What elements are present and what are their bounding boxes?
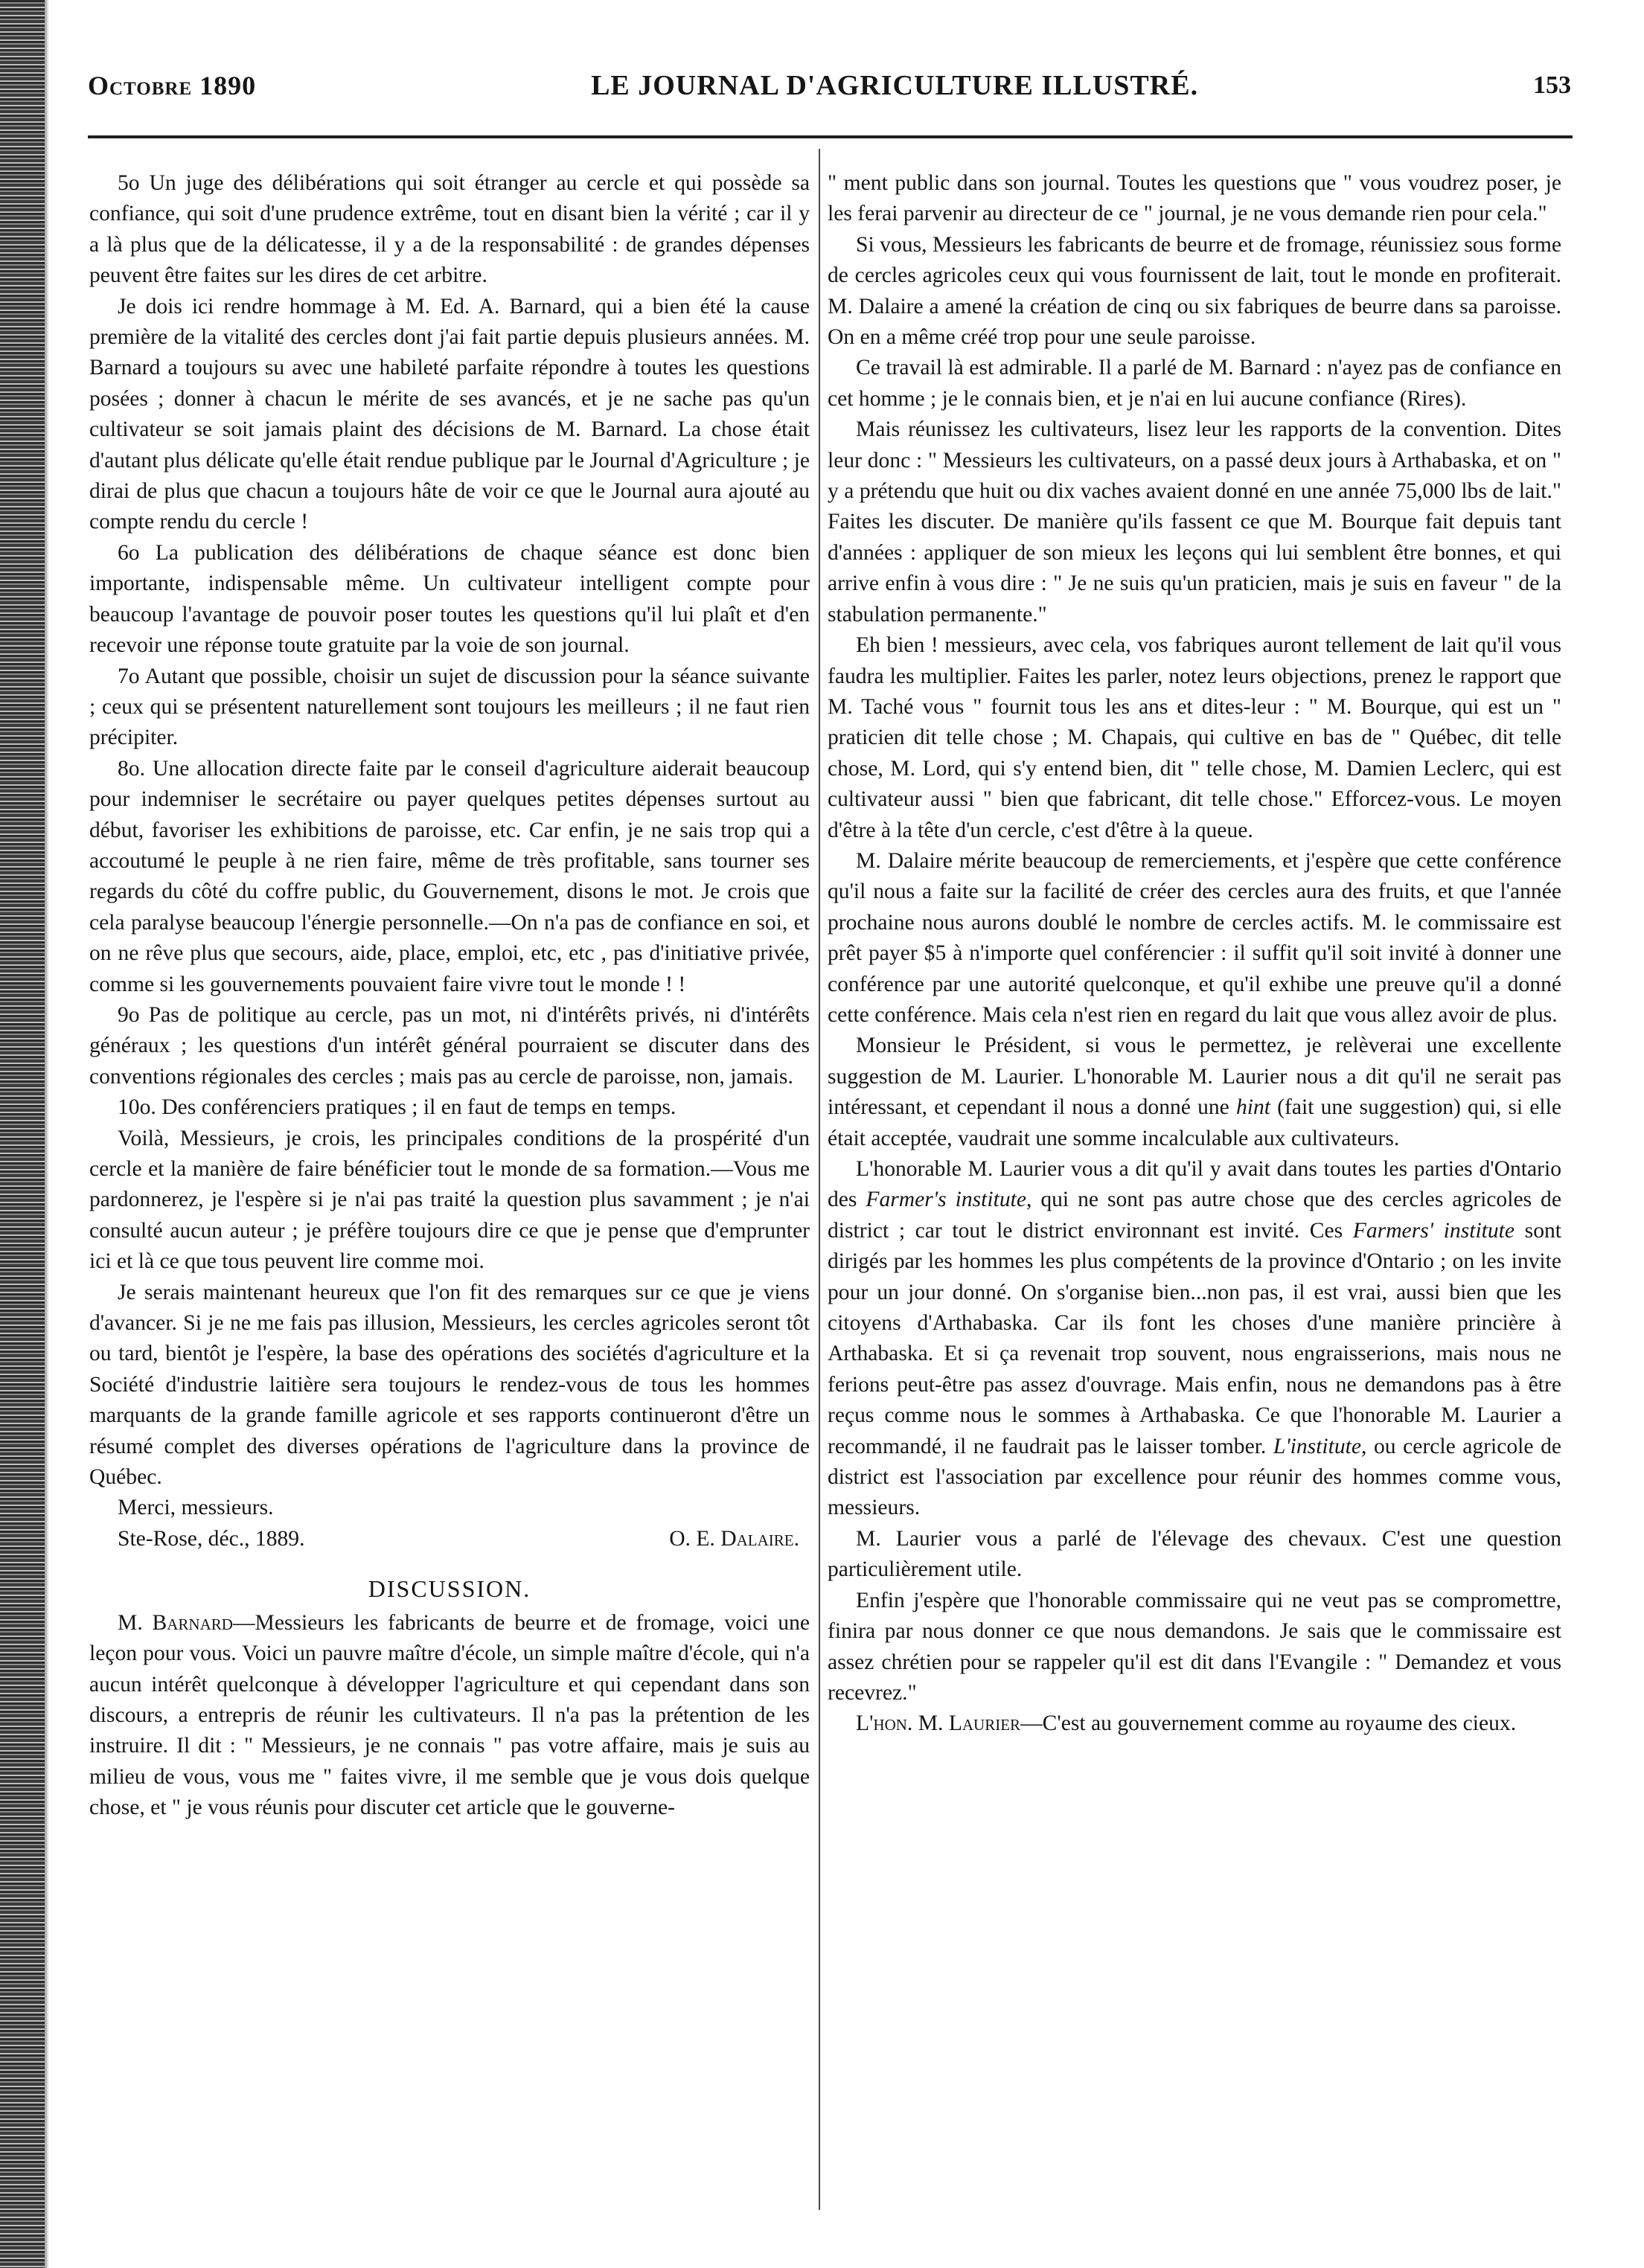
emphasis-farmers-institute-2: Farmers' institute (1352, 1218, 1515, 1243)
text-segment: Monsieur le Président, si vous le permettez, je relèverai une excellente suggestion de M. Laurier. L'honorable M. Laurier nous a dit qu'il ne serait pas intéressant, et cependant il nous a donné une (828, 1034, 1561, 1120)
signature-line (89, 1524, 810, 1554)
paragraph-conferenciers: 10o. Des conférenciers pratiques ; il en faut de temps en temps. (118, 1095, 677, 1120)
left-column (89, 168, 810, 1824)
page-header (88, 61, 1571, 110)
speech-text: —C'est au gouvernement comme au royaume des cieux. (1020, 1711, 1517, 1736)
text-segment: (fait une suggestion) qui, si elle était acceptée, vaudrait une somme incalculable aux cultivateurs. (828, 1095, 1561, 1150)
header-date: Octobre 1890 (88, 71, 257, 100)
paragraph-sujet-discussion: 7o Autant que possible, choisir un sujet de discussion pour la séance suivante ; ceux qui se présentent naturellement sont toujours les meilleurs ; il ne faut rien précipiter. (89, 664, 810, 750)
discussion-heading: DISCUSSION. (368, 1575, 531, 1603)
speaker-name: M. Barnard (118, 1610, 233, 1635)
emphasis-hint: hint (1235, 1095, 1270, 1120)
signature-place-date: Ste-Rose, déc., 1889. (118, 1526, 305, 1551)
signature-name: O. E. Dalaire. (669, 1526, 799, 1551)
paragraph-publication: 6o La publication des délibérations de chaque séance est donc bien importante, indispensable même. Un cultivateur intelligent compte pour beaucoup l'avantage de pouvoir poser toutes les questions qu'il lui plaît et d'en recevoir une réponse toute gratuite par la voie de son journal. (89, 540, 810, 658)
paragraph-evangile: Enfin j'espère que l'honorable commissaire qui ne veut pas se compromettre, finira par nous donner ce que nous demandons. Je sais que le commissaire est assez chrétien pour se rappeler qu'il est dit dans l'Evangile : " Demandez et vous recevrez." (828, 1588, 1561, 1705)
paragraph-travail: Ce travail là est admirable. Il a parlé de M. Barnard : n'ayez pas de confiance en cet homme ; je le connais bien, et je n'ai en lui aucune confiance (Rires). (828, 356, 1561, 411)
paragraph-remarques: Je serais maintenant heureux que l'on fit des remarques sur ce que je viens d'avancer. Si je ne me fais pas illusion, Messieurs, les cercles agricoles seront tôt ou tard, bientôt je l'espère, la base des opérations des sociétés d'agriculture et la Société d'industrie laitière sera toujours le rendez-vous de tous les hommes marquants de la grande famille agricole et ses rapports continueront d'être un résumé complet des diverses opérations de l'agriculture dans la province de Québec. (89, 1280, 810, 1490)
paragraph-dalaire-merite: M. Dalaire mérite beaucoup de remerciements, et j'espère que cette conférence qu'il nous a faite sur la facilité de créer des cercles aura des fruits, et que l'année prochaine nous aurons doublé le nombre de cercles actifs. M. le commissaire est prêt payer $5 à n'importe quel conférencier : il suffit qu'il soit invité à donner une conférence par une autorité quelconque, et qu'il exhibe une preuve qu'il a donné cette conférence. Mais cela n'est rien en regard du lait que vous allez avoir de plus. (828, 848, 1561, 1027)
paragraph-arbitre: 5o Un juge des délibérations qui soit étranger au cercle et qui possède sa confiance, qui soit d'une prudence extrême, tout en disant bien la vérité ; car il y a là plus que de la délicatesse, il y a de la responsabilité : de grandes dépenses peuvent être faites sur les dires de cet arbitre. (89, 171, 810, 288)
text-segment: L'honorable M. Laurier vous a dit qu'il y avait dans toutes les parties d'Ontario des (828, 1157, 1561, 1212)
text-segment: , qui ne sont pas autre chose que des cercles agricoles de district ; car tout le district environnant est invité. Ces (828, 1188, 1561, 1243)
text-segment: sont dirigés par les hommes les plus compétents de la province d'Ontario ; on les invite pour un jour donné. On s'organise bien...non pas, il est vrai, aussi bien que les citoyens d'Arthabaska. Car ils font les choses d'une manière princière à Arthabaska. Et si ça revenait trop souvent, nous engraisserions, mais nous ne ferions peut-être pas assez d'ouvrage. Mais enfin, nous ne demandons pas à être reçus comme nous le sommes à Arthabaska. Ce que l'honorable M. Laurier a recommandé, il ne faudrait pas le laisser tomber. (828, 1218, 1562, 1458)
paragraph-fabricants: Si vous, Messieurs les fabricants de beurre et de fromage, réunissiez sous forme de cercles agricoles ceux qui vous fournissent de lait, tout le monde en profiterait. M. Dalaire a amené la création de cinq ou six fabriques de beurre dans sa paroisse. On en a même créé trop pour une seule paroisse. (828, 232, 1561, 350)
text-segment: , ou cercle agricole de district est l'association par excellence pour réunir des hommes comme vous, messieurs. (828, 1434, 1561, 1520)
speech-text: —Messieurs les fabricants de beurre et de fromage, voici une leçon pour vous. Voici un pauvre maître d'école, un simple maître d'école, qui n'a aucun intérêt quelconque à développer l'agriculture et qui cependant dans son discours, a entrepris de réunir les cultivateurs. Il n'a pas la prétention de les instruire. Il dit : " Messieurs, je ne connais " pas votre affaire, mais je suis au milieu de vous, vous me " faites vivre, il me semble que je vous dois quelque chose, et " je vous réunis pour discuter cet article que le gouverne- (89, 1610, 810, 1820)
emphasis-farmers-institute: Farmer's institute (866, 1188, 1026, 1212)
emphasis-institute: L'institute (1273, 1434, 1362, 1458)
speaker-name: L'hon. M. Laurier (856, 1711, 1021, 1736)
paragraph-conditions: Voilà, Messieurs, je crois, les principales conditions de la prospérité d'un cercle et la manière de faire bénéficier tout le monde de sa formation.—Vous me pardonnerez, je l'espère si je n'ai pas traité la question plus savamment ; je n'ai consulté aucun auteur ; je préfère toujours dire ce que je pense que d'emprunter ici et là ce que tous peuvent lire comme moi. (89, 1126, 810, 1274)
right-column (828, 168, 1561, 1740)
book-spine-binding (0, 0, 46, 2268)
paragraph-farmers-institute (828, 1154, 1561, 1524)
paragraph-allocation: 8o. Une allocation directe faite par le conseil d'agriculture aiderait beaucoup pour indemniser le secrétaire ou payer quelques petites dépenses surtout au début, favoriser les exhibitions de paroisse, etc. Car enfin, je ne sais trop qui a accoutumé le peuple à ne rien faire, même de très profitable, sans tourner ses regards du côté du coffre public, du Gouvernement, disons le mot. Je crois que cela paralyse beaucoup l'énergie personnelle.—On n'a pas de confiance en soi, et on ne rêve plus que secours, aide, place, emploi, etc, etc , pas d'initiative privée, comme si les gouvernements pouvaient faire vivre tout le monde ! ! (89, 756, 810, 996)
journal-title: LE JOURNAL D'AGRICULTURE ILLUSTRÉ. (591, 70, 1199, 101)
page-number: 153 (1533, 71, 1571, 99)
column-separator (819, 149, 820, 2210)
paragraph-merci: Merci, messieurs. (118, 1496, 274, 1520)
paragraph-hommage-barnard: Je dois ici rendre hommage à M. Ed. A. Barnard, qui a bien été la cause première de la vitalité des cercles dont j'ai fait partie depuis plusieurs années. M. Barnard a toujours su avec une habileté parfaite répondre à toutes les questions posées ; donner à chacun le mérite de ses avancés, et je ne sache pas qu'un cultivateur se soit jamais plaint des décisions de M. Barnard. La chose était d'autant plus délicate qu'elle était rendue publique par le Journal d'Agriculture ; je dirai de plus que chacun a toujours hâte de voir ce que le Journal aura ajouté au compte rendu du cercle ! (89, 294, 810, 534)
paragraph-politique: 9o Pas de politique au cercle, pas un mot, ni d'intérêts privés, ni d'intérêts généraux ; les questions d'un intérêt général pourraient se discuter dans des conventions régionales des cercles ; mais pas au cercle de paroisse, non, jamais. (89, 1002, 810, 1089)
paragraph-laurier-reply (828, 1708, 1561, 1739)
paragraph-chevaux: M. Laurier vous a parlé de l'élevage des chevaux. C'est une question particulièrement utile. (828, 1526, 1561, 1582)
paragraph-continued-quote: " ment public dans son journal. Toutes les questions que " vous voudrez poser, je les ferai parvenir au directeur de ce " journal, je ne vous demande rien pour cela." (828, 171, 1561, 226)
paragraph-suggestion-laurier (828, 1031, 1561, 1154)
header-rule (88, 135, 1573, 138)
paragraph-eh-bien: Eh bien ! messieurs, avec cela, vos fabriques auront tellement de lait qu'il vous faudra les multiplier. Faites les parler, notez leurs objections, prenez le rapport que M. Taché vous " fournit tous les ans et dites-leur : " M. Bourque, qui est un " praticien dit telle chose ; M. Chapais, qui cultive en bas de " Québec, dit telle chose, M. Lord, qui s'y entend bien, dit " telle chose, M. Damien Leclerc, qui est cultivateur aussi " bien que fabricant, dit telle chose." Efforcez-vous. Le moyen d'être à la tête d'un cercle, c'est d'être à la queue. (828, 633, 1561, 842)
paragraph-barnard-speech (89, 1608, 810, 1824)
paragraph-convention: Mais réunissez les cultivateurs, lisez leur les rapports de la convention. Dites leur donc : " Messieurs les cultivateurs, on a passé deux jours à Arthabaska, et on " y a prétendu que huit ou dix vaches avaient donné en une année 75,000 lbs de lait." Faites les discuter. De manière qu'ils fassent ce que M. Bourque fait depuis tant d'années : appliquer de son mieux les leçons qui lui semblent être bonnes, et qui arrive enfin à vous dire : " Je ne suis qu'un praticien, mais je suis en faveur " de la stabulation permanente." (828, 417, 1561, 627)
